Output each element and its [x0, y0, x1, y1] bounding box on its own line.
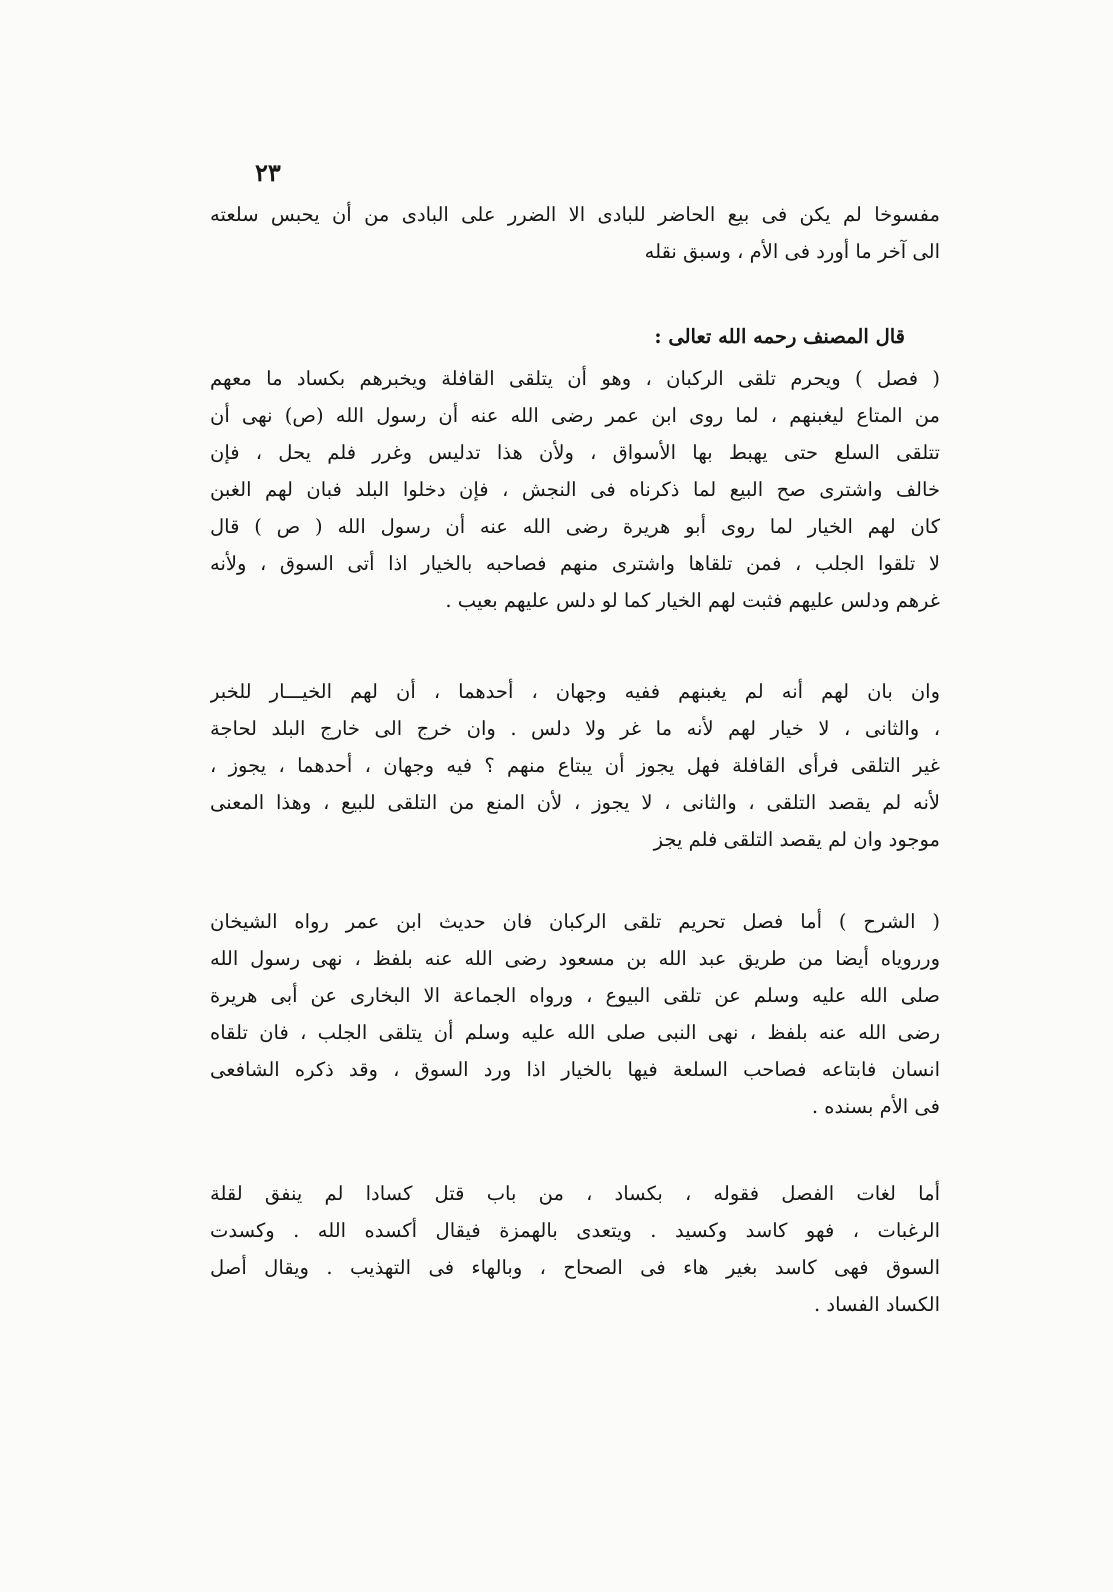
- text-line: ورروياه أيضا من طريق عبد الله بن مسعود رضى الله عنه بلفظ ، نهى رسول الله: [210, 947, 940, 970]
- text-line: مفسوخا لم يكن فى بيع الحاضر للبادى الا الضرر على البادى من أن يحبس سلعته: [210, 203, 940, 226]
- text-line: أما لغات الفصل فقوله ، بكساد ، من باب قتل كسادا لم ينفق لقلة: [210, 1182, 940, 1205]
- text-line: تتلقى السلع حتى يهبط بها الأسواق ، ولأن هذا تدليس وغرر فلم يحل ، فإن: [210, 441, 940, 464]
- text-line: ( فصل ) ويحرم تلقى الركبان ، وهو أن يتلقى القافلة ويخبرهم بكساد ما معهم: [210, 367, 940, 390]
- text-line: رضى الله عنه بلفظ ، نهى النبى صلى الله عليه وسلم أن يتلقى الجلب ، فان تلقاه: [210, 1021, 940, 1044]
- text-line: غير التلقى فرأى القافلة فهل يجوز أن يبتاع منهم ؟ فيه وجهان ، أحدهما ، يجوز ،: [210, 754, 940, 777]
- text-line: خالف واشترى صح البيع لما ذكرناه فى النجش ، فإن دخلوا البلد فبان لهم الغبن: [210, 478, 940, 501]
- paragraph-top: [210, 196, 940, 270]
- text-line: كان لهم الخيار لما روى أبو هريرة رضى الله عنه أن رسول الله ( ص ) قال: [210, 515, 940, 538]
- paragraph-sharh: [210, 903, 940, 1125]
- paragraph-fasl: [210, 360, 940, 619]
- text-line: لأنه لم يقصد التلقى ، والثانى ، لا يجوز ، لأن المنع من التلقى للبيع ، وهذا المعنى: [210, 791, 940, 814]
- page-number: ٢٣: [255, 158, 281, 187]
- text-line: الكساد الفساد .: [814, 1293, 940, 1316]
- text-line: الرغبات ، فهو كاسد وكسيد . ويتعدى بالهمزة فيقال أكسده الله . وكسدت: [210, 1219, 940, 1242]
- text-line: الى آخر ما أورد فى الأم ، وسبق نقله: [644, 240, 940, 263]
- text-line: من المتاع ليغبنهم ، لما روى ابن عمر رضى الله عنه أن رسول الله (ص) نهى أن: [210, 404, 940, 427]
- text-line: لا تلقوا الجلب ، فمن تلقاها واشترى منهم فصاحبه بالخيار اذا أتى السوق ، ولأنه: [210, 552, 940, 575]
- text-line: انسان فابتاعه فصاحب السلعة فيها بالخيار اذا ورد السوق ، وقد ذكره الشافعى: [210, 1058, 940, 1081]
- paragraph-wan: [210, 673, 940, 858]
- section-heading: [210, 318, 905, 355]
- text-line: غرهم ودلس عليهم فثبت لهم الخيار كما لو دلس عليهم بعيب .: [445, 589, 940, 612]
- text-line: السوق فهى كاسد بغير هاء فى الصحاح ، وبالهاء فى التهذيب . ويقال أصل: [210, 1256, 940, 1279]
- text-line: فى الأم بسنده .: [811, 1095, 940, 1118]
- heading-text: قال المصنف رحمه الله تعالى :: [654, 325, 905, 348]
- text-line: ، والثانى ، لا خيار لهم لأنه ما غر ولا دلس . وان خرج الى خارج البلد لحاجة: [210, 717, 940, 740]
- text-line: ( الشرح ) أما فصل تحريم تلقى الركبان فان حديث ابن عمر رواه الشيخان: [210, 910, 940, 933]
- text-line: صلى الله عليه وسلم عن تلقى البيوع ، ورواه الجماعة الا البخارى عن أبى هريرة: [210, 984, 940, 1007]
- text-line: وان بان لهم أنه لم يغبنهم ففيه وجهان ، أحدهما ، أن لهم الخيـــار للخبر: [210, 680, 940, 703]
- paragraph-lughat: [210, 1175, 940, 1323]
- text-line: موجود وان لم يقصد التلقى فلم يجز: [653, 828, 940, 851]
